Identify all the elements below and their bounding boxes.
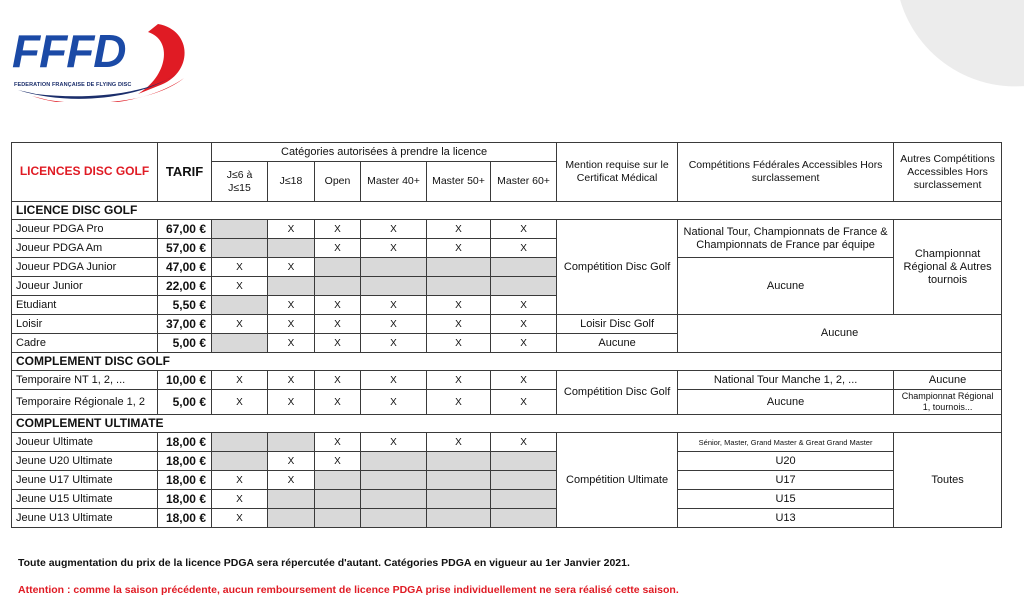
logo-subtitle: FEDERATION FRANÇAISE DE FLYING DISC xyxy=(14,82,132,88)
category-cell xyxy=(491,509,557,528)
category-cell: X xyxy=(361,334,427,353)
row-name: Jeune U17 Ultimate xyxy=(12,471,158,490)
category-header: Master 40+ xyxy=(361,162,427,202)
category-cell xyxy=(427,490,491,509)
row-name: Joueur PDGA Am xyxy=(12,239,158,258)
row-price: 18,00 € xyxy=(158,509,212,528)
mention-cell: Compétition Disc Golf xyxy=(557,220,678,315)
row-name: Temporaire NT 1, 2, ... xyxy=(12,371,158,390)
category-cell: X xyxy=(268,315,315,334)
category-cell xyxy=(315,258,361,277)
category-cell: X xyxy=(268,371,315,390)
category-cell xyxy=(361,490,427,509)
row-price: 22,00 € xyxy=(158,277,212,296)
autres-cell: Aucune xyxy=(894,371,1002,390)
row-name: Joueur Ultimate xyxy=(12,433,158,452)
category-cell: X xyxy=(268,220,315,239)
category-cell xyxy=(491,490,557,509)
category-cell: X xyxy=(491,334,557,353)
category-cell: X xyxy=(315,315,361,334)
category-cell: X xyxy=(361,296,427,315)
category-cell xyxy=(361,258,427,277)
mention-cell: Compétition Disc Golf xyxy=(557,371,678,415)
table-row xyxy=(12,390,1002,415)
category-cell: X xyxy=(268,296,315,315)
competition-cell: U17 xyxy=(678,471,894,490)
category-cell: X xyxy=(212,390,268,415)
row-name: Joueur PDGA Pro xyxy=(12,220,158,239)
competition-cell: National Tour Manche 1, 2, ... xyxy=(678,371,894,390)
category-header: J≤6 à J≤15 xyxy=(212,162,268,202)
category-cell: X xyxy=(268,471,315,490)
row-price: 18,00 € xyxy=(158,452,212,471)
category-cell: X xyxy=(361,315,427,334)
category-cell: X xyxy=(315,220,361,239)
row-price: 5,50 € xyxy=(158,296,212,315)
autres-cell: Championnat Régional & Autres tournois xyxy=(894,220,1002,315)
mention-cell: Loisir Disc Golf xyxy=(557,315,678,334)
mention-cell: Compétition Ultimate xyxy=(557,433,678,528)
category-cell: X xyxy=(427,371,491,390)
table-row xyxy=(12,371,1002,390)
category-cell: X xyxy=(212,490,268,509)
row-price: 5,00 € xyxy=(158,390,212,415)
refund-warning: Attention : comme la saison précédente, aucun remboursement de licence PDGA prise individuellement ne sera réalisé cette saison. xyxy=(18,584,679,596)
category-cell: X xyxy=(212,258,268,277)
category-cell xyxy=(315,277,361,296)
category-cell: X xyxy=(212,277,268,296)
competition-cell: Aucune xyxy=(678,258,894,315)
categories-group-header: Catégories autorisées à prendre la licence xyxy=(212,143,557,162)
category-cell: X xyxy=(427,296,491,315)
category-cell xyxy=(427,452,491,471)
category-cell xyxy=(427,258,491,277)
category-cell xyxy=(212,334,268,353)
section-header: COMPLEMENT DISC GOLF xyxy=(12,353,1002,371)
category-cell: X xyxy=(491,296,557,315)
row-name: Jeune U13 Ultimate xyxy=(12,509,158,528)
category-cell: X xyxy=(491,220,557,239)
category-header: Master 50+ xyxy=(427,162,491,202)
category-cell: X xyxy=(268,452,315,471)
fffd-logo xyxy=(8,16,198,102)
table-row xyxy=(12,433,1002,452)
category-cell: X xyxy=(427,433,491,452)
category-cell xyxy=(268,239,315,258)
category-cell: X xyxy=(361,371,427,390)
category-cell xyxy=(427,277,491,296)
licences-table xyxy=(11,142,1002,528)
competition-cell: U20 xyxy=(678,452,894,471)
category-cell: X xyxy=(491,390,557,415)
section-header: COMPLEMENT ULTIMATE xyxy=(12,415,1002,433)
category-cell: X xyxy=(361,220,427,239)
competition-cell: U15 xyxy=(678,490,894,509)
category-cell xyxy=(268,490,315,509)
table-row xyxy=(12,471,1002,490)
category-header: Master 60+ xyxy=(491,162,557,202)
category-cell: X xyxy=(491,315,557,334)
competition-cell: National Tour, Championnats de France & Championnats de France par équipe xyxy=(678,220,894,258)
category-cell xyxy=(361,509,427,528)
competition-cell: Aucune xyxy=(678,390,894,415)
row-name: Jeune U20 Ultimate xyxy=(12,452,158,471)
category-cell xyxy=(491,452,557,471)
category-header: Open xyxy=(315,162,361,202)
row-price: 67,00 € xyxy=(158,220,212,239)
row-price: 18,00 € xyxy=(158,490,212,509)
category-cell: X xyxy=(361,390,427,415)
row-name: Jeune U15 Ultimate xyxy=(12,490,158,509)
category-cell: X xyxy=(491,371,557,390)
competition-cell: Aucune xyxy=(678,315,1002,353)
category-cell xyxy=(491,471,557,490)
row-name: Joueur Junior xyxy=(12,277,158,296)
category-cell xyxy=(268,277,315,296)
pdga-price-note: Toute augmentation du prix de la licence PDGA sera répercutée d'autant. Catégories PDGA en vigueur au 1er Janvier 2021. xyxy=(18,557,630,569)
row-name: Temporaire Régionale 1, 2 xyxy=(12,390,158,415)
table-row xyxy=(12,258,1002,277)
table-row xyxy=(12,509,1002,528)
category-cell: X xyxy=(315,433,361,452)
category-cell: X xyxy=(212,471,268,490)
category-cell: X xyxy=(315,371,361,390)
tarif-header: TARIF xyxy=(158,143,212,202)
category-cell: X xyxy=(315,296,361,315)
row-name: Joueur PDGA Junior xyxy=(12,258,158,277)
row-name: Cadre xyxy=(12,334,158,353)
section-header: LICENCE DISC GOLF xyxy=(12,202,1002,220)
category-cell xyxy=(315,490,361,509)
autres-cell: Championnat Régional 1, tournois... xyxy=(894,390,1002,415)
category-cell: X xyxy=(212,509,268,528)
category-cell: X xyxy=(212,315,268,334)
row-price: 18,00 € xyxy=(158,433,212,452)
row-price: 10,00 € xyxy=(158,371,212,390)
category-header: J≤18 xyxy=(268,162,315,202)
category-cell: X xyxy=(427,220,491,239)
table-row xyxy=(12,452,1002,471)
competition-cell: Sénior, Master, Grand Master & Great Grand Master xyxy=(678,433,894,452)
table-row xyxy=(12,315,1002,334)
mention-cell: Aucune xyxy=(557,334,678,353)
mention-header: Mention requise sur le Certificat Médical xyxy=(557,143,678,202)
category-cell: X xyxy=(268,258,315,277)
corner-decoration xyxy=(897,0,1024,102)
category-cell: X xyxy=(212,371,268,390)
category-cell xyxy=(491,277,557,296)
category-cell xyxy=(361,277,427,296)
category-cell: X xyxy=(361,239,427,258)
category-cell xyxy=(361,452,427,471)
competitions-header: Compétitions Fédérales Accessibles Hors surclassement xyxy=(678,143,894,202)
category-cell: X xyxy=(491,433,557,452)
category-cell xyxy=(212,296,268,315)
category-cell xyxy=(315,471,361,490)
row-name: Loisir xyxy=(12,315,158,334)
autres-header: Autres Compétitions Accessibles Hors surclassement xyxy=(894,143,1002,202)
category-cell xyxy=(212,239,268,258)
row-price: 18,00 € xyxy=(158,471,212,490)
category-cell xyxy=(268,433,315,452)
table-row xyxy=(12,220,1002,239)
category-cell xyxy=(491,258,557,277)
category-cell xyxy=(212,452,268,471)
competition-cell: U13 xyxy=(678,509,894,528)
row-price: 37,00 € xyxy=(158,315,212,334)
row-price: 47,00 € xyxy=(158,258,212,277)
category-cell: X xyxy=(268,390,315,415)
category-cell: X xyxy=(427,239,491,258)
category-cell: X xyxy=(427,334,491,353)
category-cell: X xyxy=(268,334,315,353)
category-cell xyxy=(212,433,268,452)
category-cell xyxy=(427,471,491,490)
category-cell: X xyxy=(427,390,491,415)
category-cell: X xyxy=(315,239,361,258)
logo-letters: FFFD xyxy=(12,25,126,77)
category-cell xyxy=(315,509,361,528)
category-cell: X xyxy=(491,239,557,258)
category-cell: X xyxy=(361,433,427,452)
category-cell: X xyxy=(315,334,361,353)
category-cell: X xyxy=(315,452,361,471)
category-cell xyxy=(268,509,315,528)
table-title: LICENCES DISC GOLF xyxy=(12,143,158,202)
autres-cell: Toutes xyxy=(894,433,1002,528)
category-cell xyxy=(212,220,268,239)
table-row xyxy=(12,490,1002,509)
category-cell: X xyxy=(427,315,491,334)
category-cell: X xyxy=(315,390,361,415)
row-price: 5,00 € xyxy=(158,334,212,353)
category-cell xyxy=(427,509,491,528)
category-cell xyxy=(361,471,427,490)
row-price: 57,00 € xyxy=(158,239,212,258)
row-name: Etudiant xyxy=(12,296,158,315)
